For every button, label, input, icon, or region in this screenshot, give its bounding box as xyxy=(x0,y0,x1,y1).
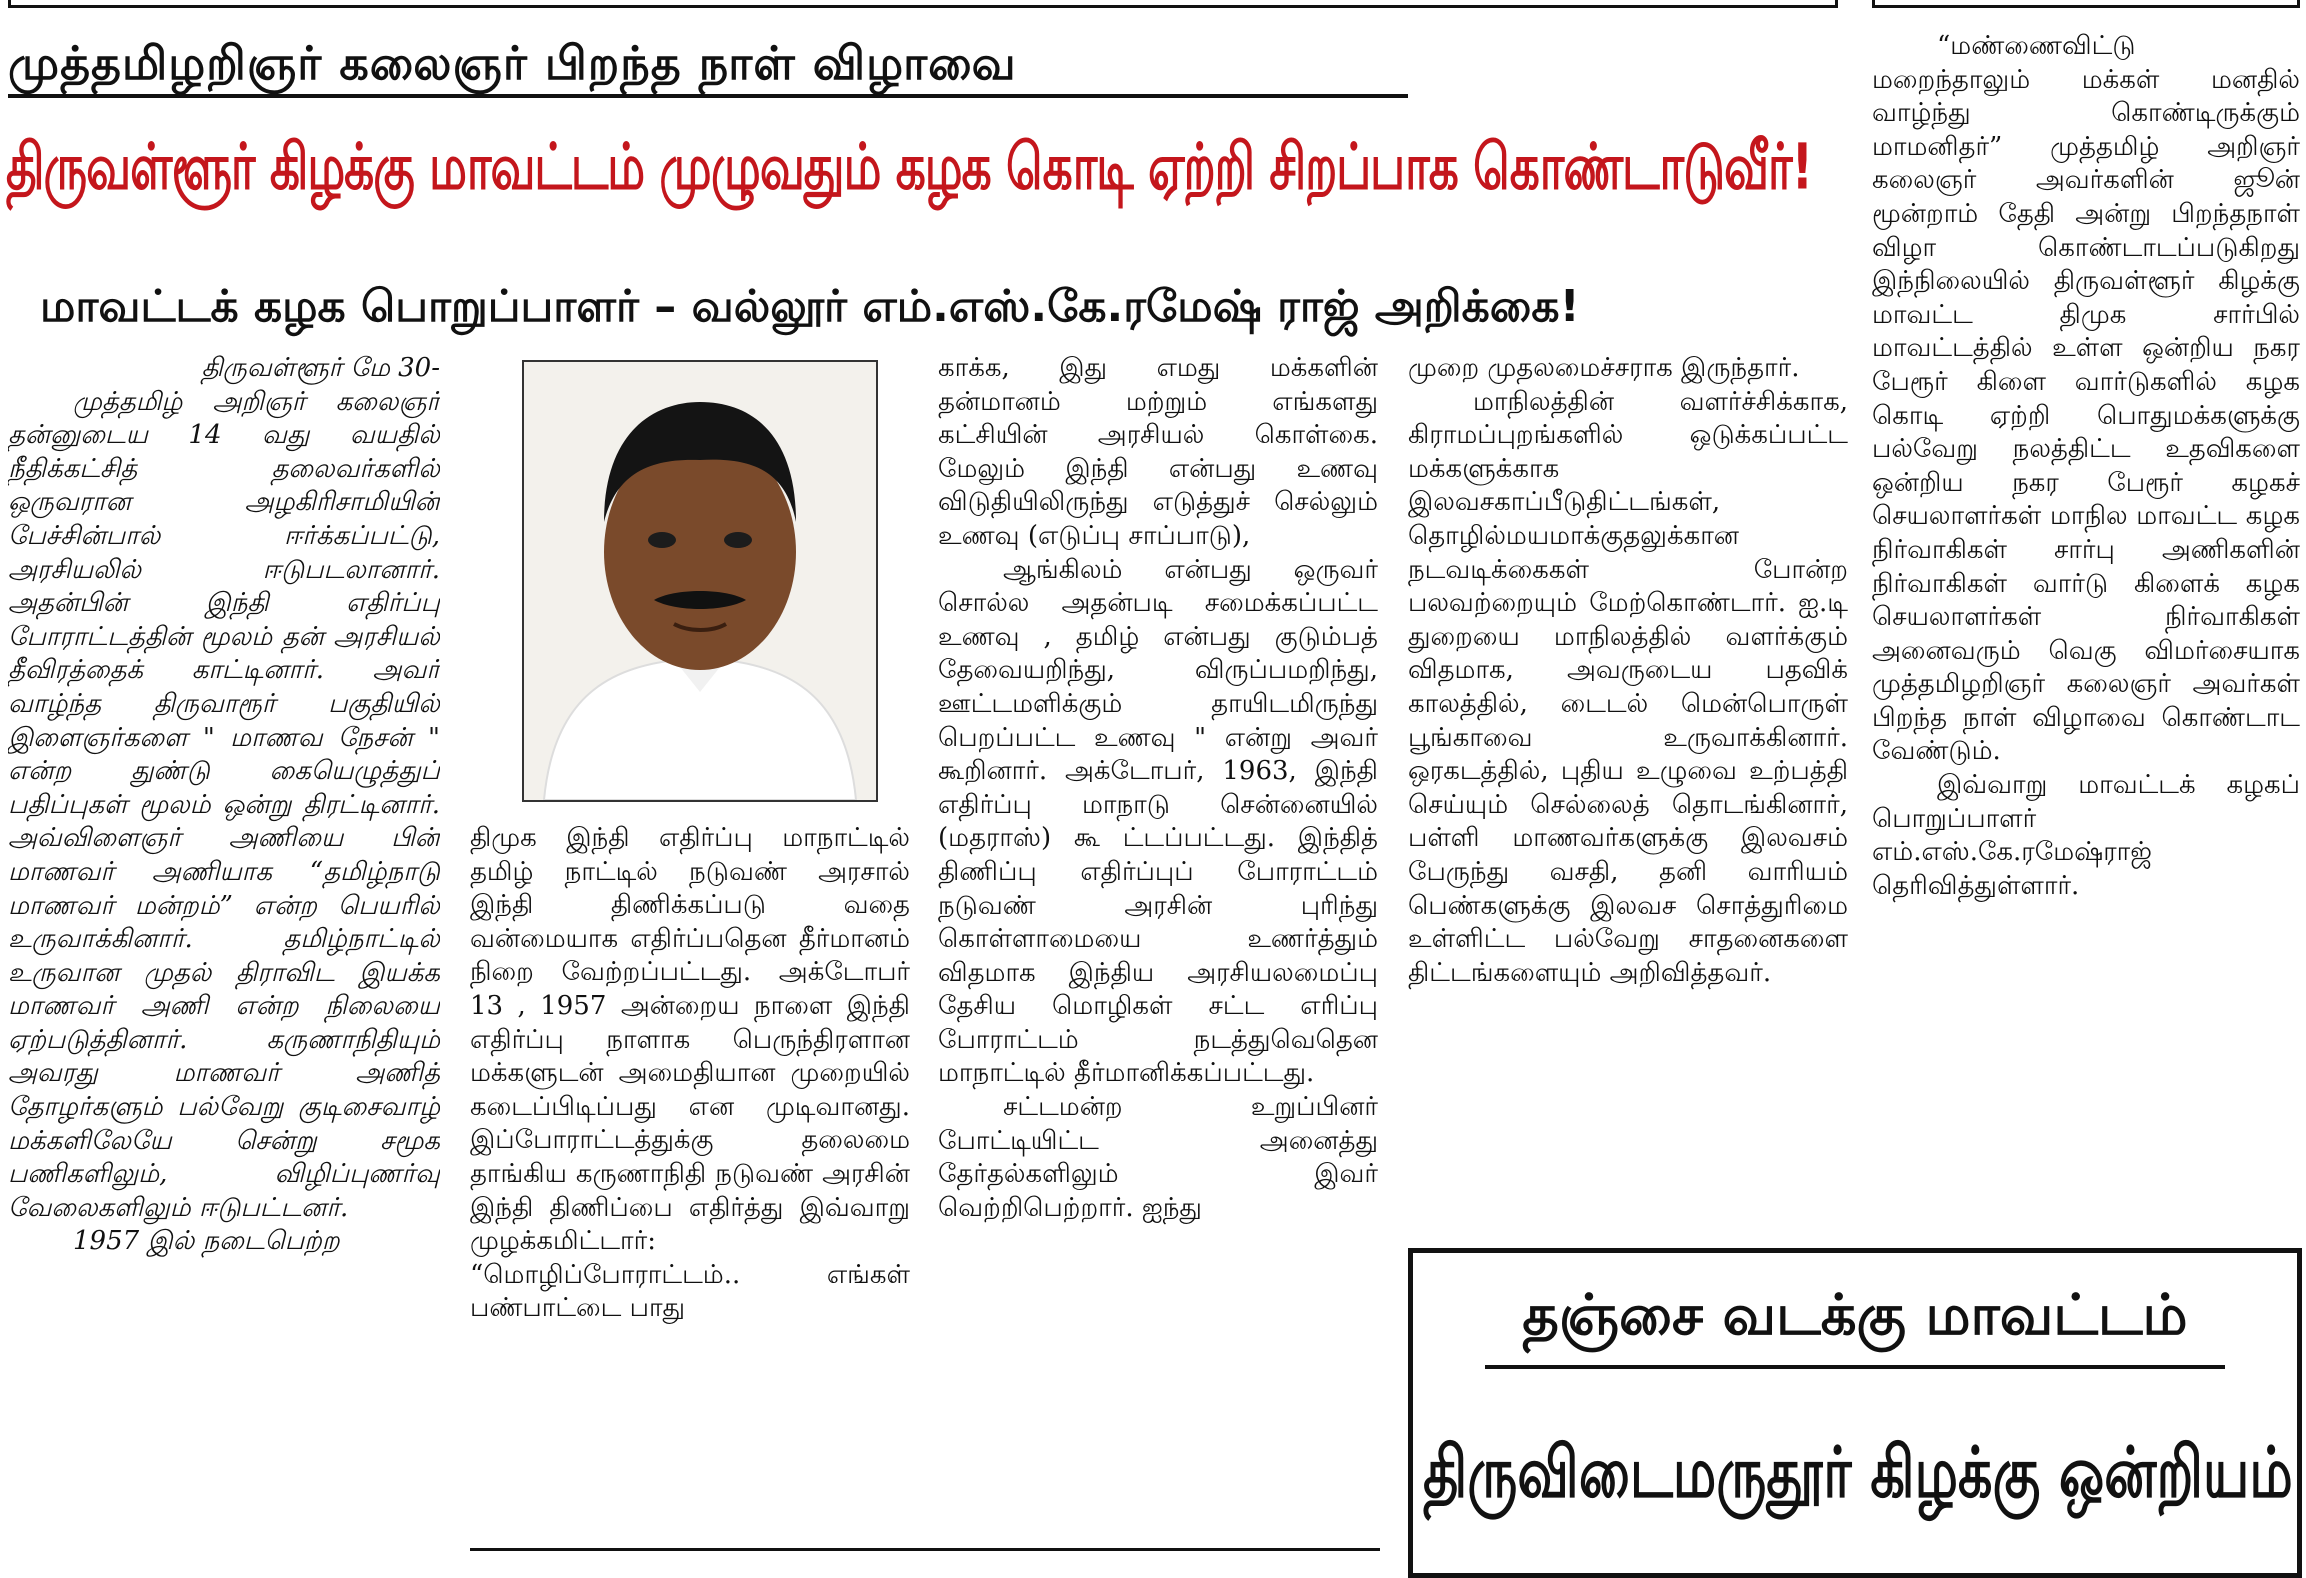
article-column-4 xyxy=(1408,352,1848,1232)
dateline: திருவள்ளூர் மே 30- xyxy=(201,353,440,383)
kicker-heading: முத்தமிழறிஞர் கலைஞர் பிறந்த நாள் விழாவை xyxy=(8,36,1017,90)
top-frame-edge xyxy=(8,0,1838,8)
paragraph: “மண்ணைவிட்டு மறைந்தாலும் மக்கள் மனதில் வாழ்ந்து கொண்டிருக்கும் மாமனிதர்” முத்தமிழ் அறிஞர் கலைஞர் அவர்களின் ஜூன் மூன்றாம் தேதி அன்று பிறந்தநாள் விழா கொண்டாடப்படுகிறது இந்நிலையில் திருவள்ளூர் கிழக்கு மாவட்ட திமுக சார்பில் மாவட்டத்தில் உள்ள ஒன்றிய நகர பேரூர் கிளை வார்டுகளில் கழக கொடி ஏற்றி பொதுமக்களுக்கு பல்வேறு நலத்திட்ட உதவிகளை ஒன்றிய நகர பேரூர் கழகச் செயலாளர்கள் மாநில மாவட்ட கழக நிர்வாகிகள் சார்பு அணிகளின் நிர்வாகிகள் வார்டு கிளைக் கழக செயலாளர்கள் நிர்வாகிகள் அனைவரும் வெகு விமர்சையாக முத்தமிழறிஞர் கலைஞர் அவர்கள் பிறந்த நாள் விழாவை கொண்டாட வேண்டும். xyxy=(1872,31,2300,767)
paragraph: காக்க, இது எமது மக்களின் தன்மானம் மற்றும் எங்களது கட்சியின் அரசியல் கொள்கை. மேலும் இந்தி என்பது உணவு விடுதியிலிருந்து எடுத்துச் செல்லும் உணவு (எடுப்பு சாப்பாடு), xyxy=(938,353,1378,551)
promo-title: தஞ்சை வடக்கு மாவட்டம் xyxy=(1522,1283,2188,1348)
paragraph: இவ்வாறு மாவட்டக் கழகப் பொறுப்பாளர் எம்.எஸ்.கே.ரமேஷ்ராஜ் தெரிவித்துள்ளார். xyxy=(1872,770,2300,901)
bottom-rule xyxy=(470,1548,1380,1551)
sub-headline: மாவட்டக் கழக பொறுப்பாளர் – வல்லூர் எம்.எஸ்.கே.ரமேஷ் ராஜ் அறிக்கை! xyxy=(40,281,1580,332)
promo-underline xyxy=(1485,1365,2225,1369)
promo-box xyxy=(1408,1248,2302,1578)
article-column-1 xyxy=(8,352,440,1544)
main-headline: திருவள்ளூர் கிழக்கு மாவட்டம் முழுவதும் கழக கொடி ஏற்றி சிறப்பாக கொண்டாடுவீர்! xyxy=(6,130,1813,205)
paragraph: முறை முதலமைச்சராக இருந்தார். xyxy=(1408,353,1800,383)
paragraph: மாநிலத்தின் வளர்ச்சிக்காக, கிராமப்புறங்களில் ஒடுக்கப்பட்ட மக்களுக்காக இலவசகாப்பீடுதிட்டங்கள், தொழில்மயமாக்குதலுக்கான நடவடிக்கைகள் போன்ற பலவற்றையும் மேற்கொண்டார். ஐ.டி துறையை மாநிலத்தில் வளர்க்கும் விதமாக, அவருடைய பதவிக் காலத்தில், டைடல் மென்பொருள் பூங்காவை உருவாக்கினார். ஒரகடத்தில், புதிய உழுவை உற்பத்தி செய்யும் செல்லைத் தொடங்கினார், பள்ளி மாணவர்களுக்கு இலவசம் பேருந்து வசதி, தனி வாரியம் பெண்களுக்கு இலவச சொத்துரிமை உள்ளிட்ட பல்வேறு சாதனைகளை திட்டங்களையும் அறிவித்தவர். xyxy=(1408,386,1848,988)
paragraph: சட்டமன்ற உறுப்பினர் போட்டியிட்ட அனைத்து தேர்தல்களிலும் இவர் வெற்றிபெற்றார். ஐந்து xyxy=(938,1092,1378,1223)
paragraph: திமுக இந்தி எதிர்ப்பு மாநாட்டில் தமிழ் நாட்டில் நடுவண் அரசால் இந்தி திணிக்கப்படு வதை வன்மையாக எதிர்ப்பதென தீர்மானம் நிறை வேற்றப்பட்டது. அக்டோபர் 13 , 1957 அன்றைய நாளை இந்தி எதிர்ப்பு நாளாக பெருந்திரளான மக்களுடன் அமைதியான முறையில் கடைப்பிடிப்பது என முடிவானது. இப்போராட்டத்துக்கு தலைமை தாங்கிய கருணாநிதி நடுவண் அரசின் இந்தி திணிப்பை எதிர்த்து இவ்வாறு முழக்கமிட்டார்: “மொழிப்போராட்டம்.. எங்கள் பண்பாட்டை பாது xyxy=(470,823,910,1324)
paragraph: ஆங்கிலம் என்பது ஒருவர் சொல்ல அதன்படி சமைக்கப்பட்ட உணவு , தமிழ் என்பது குடும்பத் தேவையறிந்து, விருப்பமறிந்து, ஊட்டமளிக்கும் தாயிடமிருந்து பெறப்பட்ட உணவு " என்று அவர் கூறினார். அக்டோபர், 1963, இந்தி எதிர்ப்பு மாநாடு சென்னையில் (மதராஸ்) கூ ட்டப்பட்டது. இந்தித் திணிப்பு எதிர்ப்புப் போராட்டம் நடுவண் அரசின் புரிந்து கொள்ளாமையை உணர்த்தும் விதமாக இந்திய அரசியலமைப்பு தேசிய மொழிகள் சட்ட எரிப்பு போராட்டம் நடத்துவெதென மாநாட்டில் தீர்மானிக்கப்பட்டது. xyxy=(938,554,1378,1089)
article-column-2 xyxy=(470,822,910,1544)
side-frame-edge xyxy=(1872,0,2300,8)
portrait-photo xyxy=(522,360,878,802)
paragraph: 1957 இல் நடைபெற்ற xyxy=(73,1226,340,1257)
portrait-illustration xyxy=(524,362,876,800)
article-column-5 xyxy=(1872,30,2300,1250)
article-column-3 xyxy=(938,352,1378,1544)
paragraph: முத்தமிழ் அறிஞர் கலைஞர் தன்னுடைய 14 வது வயதில் நீதிக்கட்சித் தலைவர்களில் ஒருவரான அழகிரிசாமியின் பேச்சின்பால் ஈர்க்கப்பட்டு, அரசியலில் ஈடுபடலானார். அதன்பின் இந்தி எதிர்ப்பு போராட்டத்தின் மூலம் தன் அரசியல் தீவிரத்தைக் காட்டினார். அவர் வாழ்ந்த திருவாரூர் பகுதியில் இளைஞர்களை " மாணவ நேசன் " என்ற துண்டு கையெழுத்துப் பதிப்புகள் மூலம் ஒன்று திரட்டினார். அவ்விளைஞர் அணியை பின் மாணவர் அணியாக “தமிழ்நாடு மாணவர் மன்றம்” என்ற பெயரில் உருவாக்கினார். தமிழ்நாட்டில் உருவான முதல் திராவிட இயக்க மாணவர் அணி என்ற நிலையை ஏற்படுத்தினார். கருணாநிதியும் அவரது மாணவர் அணித் தோழர்களும் பல்வேறு குடிசைவாழ் மக்களிலேயே சென்று சமூக பணிகளிலும், விழிப்புணர்வு வேலைகளிலும் ஈடுபட்டனர். xyxy=(8,386,440,1223)
promo-headline: திருவிடைமருதூர் கிழக்கு ஒன்றியம் xyxy=(1423,1431,2293,1514)
